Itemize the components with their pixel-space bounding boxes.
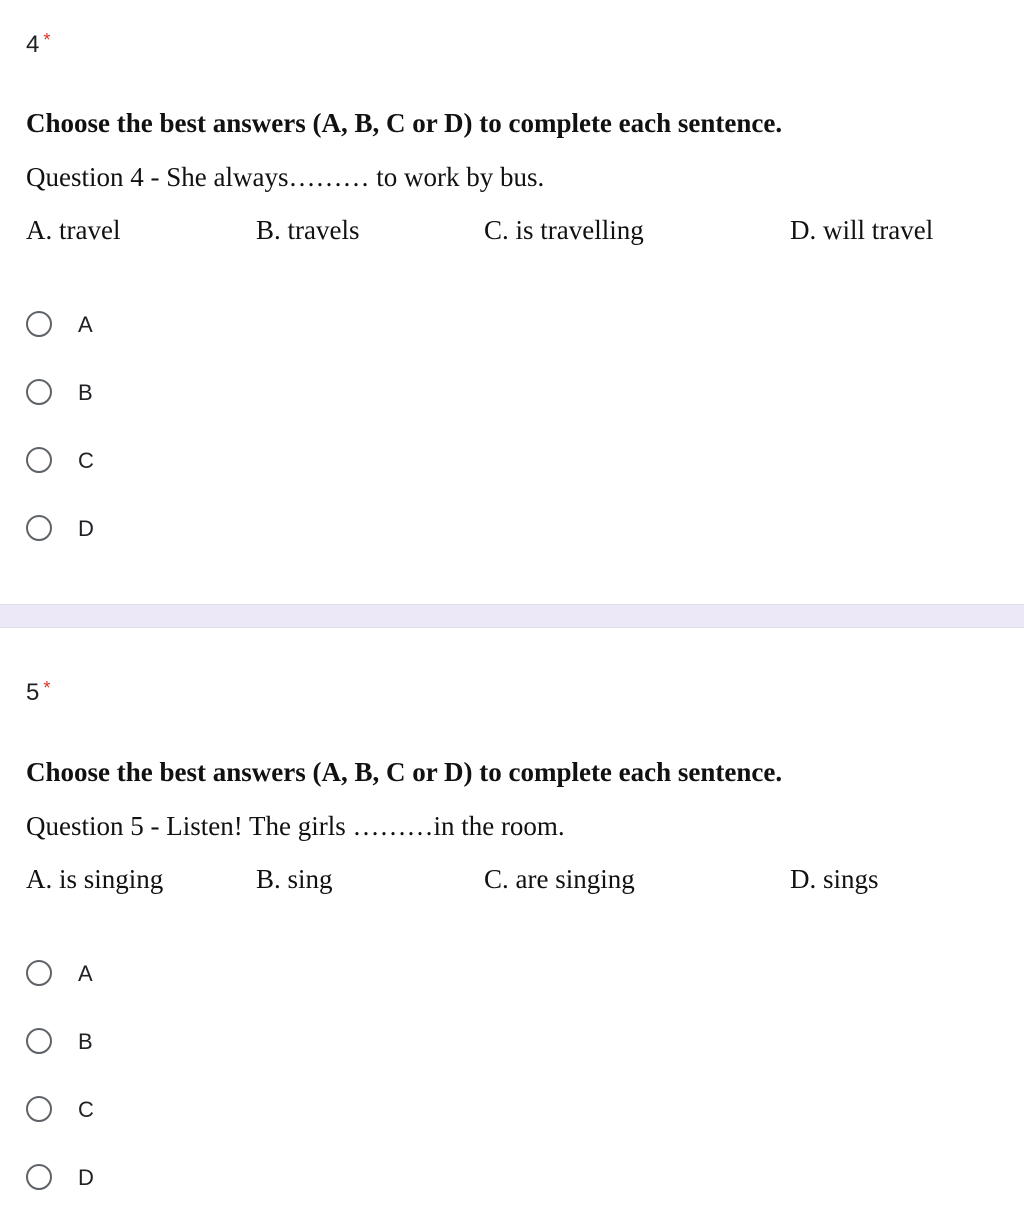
required-asterisk: *	[43, 678, 51, 698]
radio-option-d[interactable]	[0, 512, 1024, 580]
radio-label: B	[78, 380, 93, 405]
choice-c-text: C. are singing	[484, 864, 635, 894]
radio-option-a[interactable]	[0, 957, 1024, 1025]
radio-button[interactable]	[26, 515, 52, 541]
answer-choices-text	[0, 862, 1024, 898]
choice-d-text: D. will travel	[790, 215, 934, 245]
radio-button[interactable]	[26, 447, 52, 473]
radio-group	[0, 308, 1024, 580]
radio-label: D	[78, 516, 94, 541]
question-number	[26, 26, 50, 59]
radio-button[interactable]	[26, 1164, 52, 1190]
radio-button[interactable]	[26, 311, 52, 337]
question-number-text: 5	[26, 679, 40, 706]
radio-option-a[interactable]	[0, 308, 1024, 376]
radio-group	[0, 957, 1024, 1229]
question-card-4	[0, 0, 1024, 604]
choice-b-text: B. travels	[256, 215, 360, 245]
radio-option-c[interactable]	[0, 444, 1024, 512]
choice-a-text: A. is singing	[26, 864, 164, 894]
radio-option-b[interactable]	[0, 1025, 1024, 1093]
radio-button[interactable]	[26, 1096, 52, 1122]
radio-label: B	[78, 1029, 93, 1054]
radio-label: A	[78, 961, 93, 986]
section-divider	[0, 604, 1024, 628]
question-instruction: Choose the best answers (A, B, C or D) to complete each sentence.	[26, 757, 783, 787]
question-prompt: Question 5 - Listen! The girls ………in the room.	[26, 811, 565, 841]
question-instruction: Choose the best answers (A, B, C or D) to complete each sentence.	[26, 108, 783, 138]
question-card-5	[0, 628, 1024, 1212]
radio-button[interactable]	[26, 960, 52, 986]
required-asterisk: *	[43, 30, 51, 50]
choice-c-text: C. is travelling	[484, 215, 644, 245]
answer-choices-text	[0, 213, 1024, 249]
radio-option-c[interactable]	[0, 1093, 1024, 1161]
radio-button[interactable]	[26, 1028, 52, 1054]
question-prompt: Question 4 - She always……… to work by bus.	[26, 162, 545, 192]
choice-d-text: D. sings	[790, 864, 879, 894]
radio-option-b[interactable]	[0, 376, 1024, 444]
radio-label: D	[78, 1165, 94, 1190]
choice-a-text: A. travel	[26, 215, 121, 245]
radio-label: A	[78, 312, 93, 337]
choice-b-text: B. sing	[256, 864, 333, 894]
question-number-text: 4	[26, 31, 40, 58]
radio-button[interactable]	[26, 379, 52, 405]
radio-label: C	[78, 448, 94, 473]
radio-label: C	[78, 1097, 94, 1122]
radio-option-d[interactable]	[0, 1161, 1024, 1229]
question-number	[26, 674, 50, 707]
